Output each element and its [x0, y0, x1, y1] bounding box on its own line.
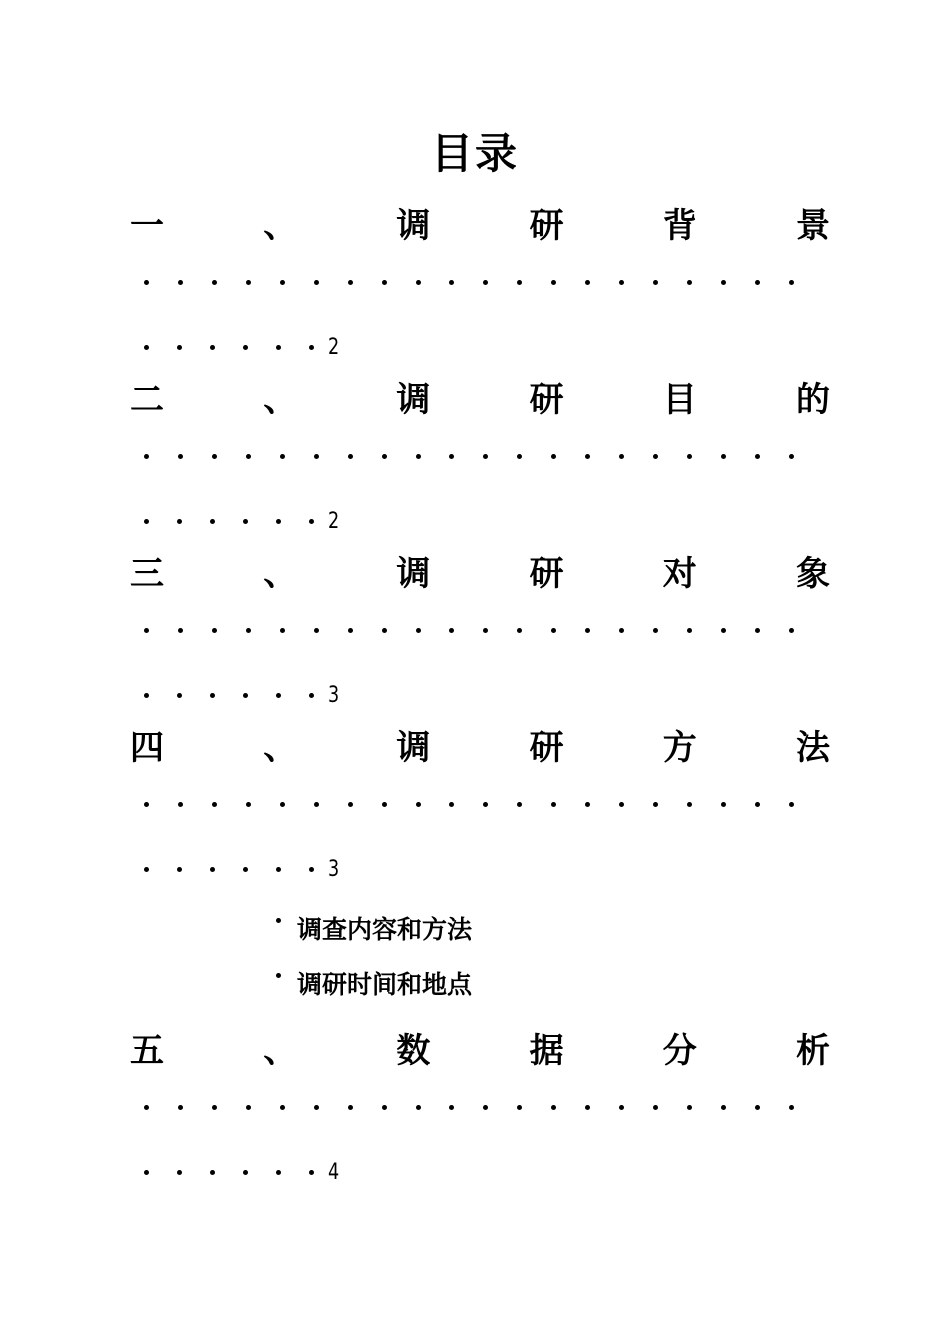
entry-number: 三 — [130, 554, 164, 594]
leader-dot — [382, 1105, 387, 1110]
entry-separator: 、 — [263, 728, 298, 768]
leader-dot — [416, 454, 421, 459]
leader-dot — [144, 345, 149, 350]
leader-dot — [619, 1105, 624, 1110]
leader-dot — [309, 867, 314, 872]
leader-dot — [755, 802, 760, 807]
leader-dot — [280, 802, 285, 807]
leader-dot — [585, 628, 590, 633]
entry-char: 析 — [795, 1031, 830, 1071]
leader-dot — [348, 280, 353, 285]
leader-dot — [382, 280, 387, 285]
entry-number: 四 — [130, 728, 164, 768]
leader-dot — [243, 519, 248, 524]
leader-dot — [721, 1105, 726, 1110]
leader-dot — [280, 1105, 285, 1110]
entry-separator: 、 — [263, 206, 298, 246]
leader-dot — [314, 454, 319, 459]
leader-dot — [178, 802, 183, 807]
leader-dot — [416, 1105, 421, 1110]
toc-entry-heading — [130, 1027, 830, 1075]
leader-dot — [210, 693, 215, 698]
entry-char: 调 — [396, 206, 431, 246]
leader-dot — [449, 454, 454, 459]
entry-char: 景 — [795, 206, 830, 246]
leader-dot — [243, 693, 248, 698]
leader-dot — [416, 628, 421, 633]
leader-dot — [687, 280, 692, 285]
leader-dot — [687, 454, 692, 459]
leader-dot — [789, 454, 794, 459]
leader-dot — [755, 454, 760, 459]
leader-dot — [687, 802, 692, 807]
page-number: 2 — [328, 509, 340, 534]
leader-dot — [653, 280, 658, 285]
entry-number: 二 — [130, 380, 164, 420]
bullet-icon — [276, 973, 281, 978]
leader-dot — [314, 628, 319, 633]
leader-dot — [280, 280, 285, 285]
entry-char: 研 — [529, 554, 564, 594]
leader-dot — [721, 802, 726, 807]
entry-char: 法 — [795, 728, 830, 768]
leader-dot — [210, 519, 215, 524]
page-number: 3 — [328, 683, 340, 708]
leader-dot — [416, 280, 421, 285]
leader-dot — [449, 802, 454, 807]
leader-dot — [314, 1105, 319, 1110]
toc-entry-heading — [130, 724, 830, 772]
entry-number: 五 — [130, 1031, 164, 1071]
leader-dot — [314, 802, 319, 807]
leader-dot — [212, 454, 217, 459]
leader-dot — [551, 1105, 556, 1110]
leader-dot — [348, 628, 353, 633]
leader-dot — [653, 1105, 658, 1110]
leader-dot — [178, 1105, 183, 1110]
leader-dot — [144, 519, 149, 524]
leader-dot — [178, 628, 183, 633]
leader-dot — [246, 1105, 251, 1110]
entry-char: 方 — [662, 728, 697, 768]
leader-dot — [178, 454, 183, 459]
leader-dot — [653, 802, 658, 807]
entry-char: 背 — [662, 206, 697, 246]
toc-entry[interactable] — [130, 1027, 830, 1185]
entry-separator: 、 — [263, 380, 298, 420]
leader-dot — [551, 802, 556, 807]
leader-dot — [276, 693, 281, 698]
leader-dot — [687, 1105, 692, 1110]
leader-dot — [382, 628, 387, 633]
page-number: 2 — [328, 335, 340, 360]
leader-dot — [246, 454, 251, 459]
subitem-label: 调研时间和地点 — [297, 970, 473, 999]
entry-char: 分 — [662, 1031, 697, 1071]
leader-dot — [144, 693, 149, 698]
leader-dot — [721, 280, 726, 285]
page-number: 3 — [328, 857, 340, 882]
entry-char: 调 — [396, 380, 431, 420]
leader-dot — [144, 454, 149, 459]
leader-dot — [517, 628, 522, 633]
entry-char: 数 — [396, 1031, 431, 1071]
leader-dot — [178, 280, 183, 285]
leader-dot — [276, 345, 281, 350]
entry-char: 象 — [795, 554, 830, 594]
leader-dot — [212, 1105, 217, 1110]
leader-dot — [653, 628, 658, 633]
leader-dot — [177, 519, 182, 524]
leader-dot — [517, 454, 522, 459]
leader-dot — [551, 628, 556, 633]
page-number: 4 — [328, 1160, 340, 1185]
leader-dot — [246, 802, 251, 807]
leader-dot — [619, 628, 624, 633]
leader-dot — [755, 628, 760, 633]
toc-entry[interactable] — [130, 550, 830, 708]
toc-entry-heading — [130, 550, 830, 598]
toc-entry[interactable] — [130, 724, 830, 882]
entry-char: 研 — [529, 380, 564, 420]
leader-dot — [382, 802, 387, 807]
leader-dot — [517, 802, 522, 807]
leader-dot — [721, 628, 726, 633]
leader-dot — [309, 693, 314, 698]
leader-dot — [348, 802, 353, 807]
leader-dot — [619, 802, 624, 807]
leader-dot — [551, 280, 556, 285]
leader-dot — [483, 280, 488, 285]
leader-dot — [144, 1170, 149, 1175]
leader-dot — [687, 628, 692, 633]
leader-dot — [449, 1105, 454, 1110]
leader-dot — [144, 628, 149, 633]
leader-dot — [177, 867, 182, 872]
toc-entry[interactable] — [130, 202, 830, 360]
leader-dot — [144, 1105, 149, 1110]
leader-dot — [755, 280, 760, 285]
toc-entry[interactable] — [130, 376, 830, 534]
entry-separator: 、 — [263, 554, 298, 594]
entry-char: 研 — [529, 728, 564, 768]
entry-char: 调 — [396, 728, 431, 768]
leader-dot — [280, 454, 285, 459]
leader-dot — [243, 867, 248, 872]
toc-entry-heading — [130, 202, 830, 250]
leader-dot — [243, 345, 248, 350]
leader-dot — [585, 802, 590, 807]
leader-dot — [246, 280, 251, 285]
leader-dot — [210, 867, 215, 872]
leader-dot — [585, 1105, 590, 1110]
leader-dot — [212, 802, 217, 807]
leader-dot — [483, 628, 488, 633]
toc-subitem[interactable] — [276, 965, 472, 1001]
leader-dot — [721, 454, 726, 459]
leader-dot — [382, 454, 387, 459]
bullet-icon — [276, 918, 281, 923]
entry-char: 目 — [662, 380, 697, 420]
leader-dot — [246, 628, 251, 633]
leader-dot — [483, 802, 488, 807]
page-title: 目录 — [430, 129, 519, 178]
leader-dot — [177, 345, 182, 350]
leader-dot — [348, 454, 353, 459]
subitem-label: 调查内容和方法 — [297, 915, 473, 944]
leader-dot — [653, 454, 658, 459]
entry-char: 据 — [529, 1031, 564, 1071]
leader-dot — [348, 1105, 353, 1110]
leader-dot — [585, 454, 590, 459]
leader-dot — [789, 280, 794, 285]
leader-dot — [212, 280, 217, 285]
leader-dot — [309, 519, 314, 524]
toc-subitem[interactable] — [276, 910, 472, 946]
leader-dot — [449, 628, 454, 633]
leader-dot — [210, 1170, 215, 1175]
leader-dot — [276, 1170, 281, 1175]
leader-dot — [144, 867, 149, 872]
leader-dot — [619, 280, 624, 285]
leader-dot — [755, 1105, 760, 1110]
leader-dot — [416, 802, 421, 807]
leader-dot — [585, 280, 590, 285]
leader-dot — [276, 867, 281, 872]
toc-entry-heading — [130, 376, 830, 424]
leader-dot — [243, 1170, 248, 1175]
leader-dot — [309, 1170, 314, 1175]
leader-dot — [314, 280, 319, 285]
leader-dot — [619, 454, 624, 459]
leader-dot — [517, 1105, 522, 1110]
leader-dot — [789, 628, 794, 633]
leader-dot — [210, 345, 215, 350]
leader-dot — [144, 280, 149, 285]
entry-char: 研 — [529, 206, 564, 246]
leader-dot — [276, 519, 281, 524]
entry-char: 对 — [662, 554, 697, 594]
leader-dot — [517, 280, 522, 285]
leader-dot — [144, 802, 149, 807]
leader-dot — [483, 1105, 488, 1110]
entry-number: 一 — [130, 206, 164, 246]
leader-dot — [177, 1170, 182, 1175]
leader-dot — [309, 345, 314, 350]
leader-dot — [789, 1105, 794, 1110]
entry-char: 的 — [795, 380, 830, 420]
leader-dot — [551, 454, 556, 459]
entry-char: 调 — [396, 554, 431, 594]
leader-dot — [177, 693, 182, 698]
leader-dot — [280, 628, 285, 633]
leader-dot — [483, 454, 488, 459]
leader-dot — [789, 802, 794, 807]
leader-dot — [212, 628, 217, 633]
leader-dot — [449, 280, 454, 285]
entry-separator: 、 — [263, 1031, 298, 1071]
